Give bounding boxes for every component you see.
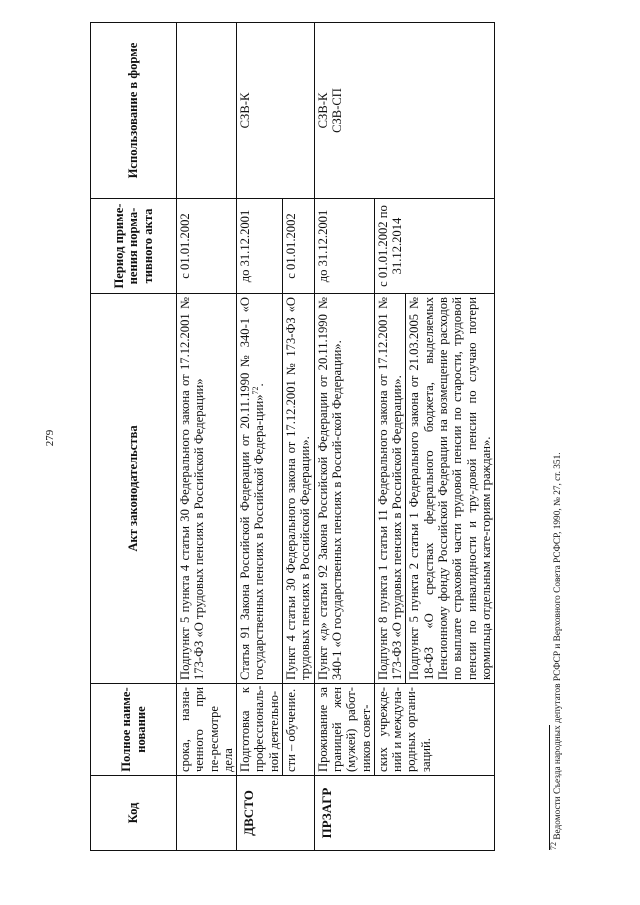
cell-full-name: срока, назна-ченного при пе-ресмотре дела [177, 684, 237, 776]
cell-usage: СЗВ-К [237, 23, 314, 199]
cell-code-przagr: ПРЗАГР [314, 776, 495, 851]
header-period: Период приме-нения норма-тивного акта [91, 199, 177, 294]
header-usage: Использование в форме [91, 23, 177, 199]
cell-period: до 31.12.2001 [237, 199, 283, 294]
header-full-name: Полное наиме-нование [91, 684, 177, 776]
legislation-table [90, 22, 495, 851]
cell-usage [314, 23, 495, 199]
footnote-divider [549, 725, 550, 850]
header-code: Код [91, 776, 177, 851]
table-row [314, 23, 374, 851]
usage-line: СЗВ-СП [329, 88, 344, 133]
footnote-mark: 72 [548, 842, 558, 850]
table-row [237, 23, 283, 851]
usage-line: СЗВ-К [315, 92, 330, 129]
page-number: 279 [44, 429, 56, 447]
cell-full-name: Подготовка к профессиональ-ной деятельно- [237, 684, 283, 776]
cell-full-name: Проживание за границей жен (мужей) работ-ников совет- [314, 684, 374, 776]
cell-act: Пункт «д» статьи 92 Закона Российской Федерации от 20.11.1990 № 340-1 «О государственных пенсиях в Россий-ской Федерации». [314, 294, 374, 684]
footnote-ref: 72 [251, 386, 261, 395]
cell-period: до 31.12.2001 [314, 199, 374, 294]
cell-usage [177, 23, 237, 199]
act-text-end: . [252, 383, 267, 387]
table-row [177, 23, 237, 851]
cell-full-name: ских учрежде-ний и междуна-родных органи-заций. [374, 684, 494, 776]
act-text: Статья 91 Закона Российской Федерации от 20.11.1990 № 340-1 «О государственных пенсиях в Российской Федера-ции» [238, 297, 267, 680]
cell-full-name: сти – обучение. [283, 684, 315, 776]
cell-act [237, 294, 283, 684]
cell-period: с 01.01.2002 [283, 199, 315, 294]
cell-period: с 01.01.2002 по 31.12.2014 [374, 199, 494, 294]
cell-code-dvsto: ДВСТО [237, 776, 314, 851]
cell-act: Подпункт 5 пункта 2 статьи 1 Федерального закона от 21.03.2005 № 18-ФЗ «О средствах федерального бюджета, выделяемых Пенсионному фонду Российской Федерации на возмещение расходов по выплате страховой части трудовой пенсии по старости, трудовой пенсии по инвалидности и тру-довой пенсии по случаю потери кормильца отдельным кате-гориям граждан». [406, 294, 495, 684]
cell-act: Подпункт 8 пункта 1 статьи 11 Федерального закона от 17.12.2001 № 173-ФЗ «О трудовых пенсиях в Российской Федерации». [374, 294, 406, 684]
cell-act: Пункт 4 статьи 30 Федерального закона от 17.12.2001 № 173-ФЗ «О трудовых пенсиях в Российской Федерации». [283, 294, 315, 684]
cell-period: с 01.01.2002 [177, 199, 237, 294]
header-act: Акт законодательства [91, 294, 177, 684]
table-header-row [91, 23, 177, 851]
footnote-text: Ведомости Съезда народных депутатов РСФСР и Верховного Совета РСФСР, 1990, № 27, ст. 351. [553, 452, 563, 842]
footnote [548, 30, 563, 850]
cell-code [177, 776, 237, 851]
cell-act: Подпункт 5 пункта 4 статьи 30 Федерального закона от 17.12.2001 № 173-ФЗ «О трудовых пенсиях в Российской Федерации» [177, 294, 237, 684]
rotated-page [32, 18, 592, 858]
